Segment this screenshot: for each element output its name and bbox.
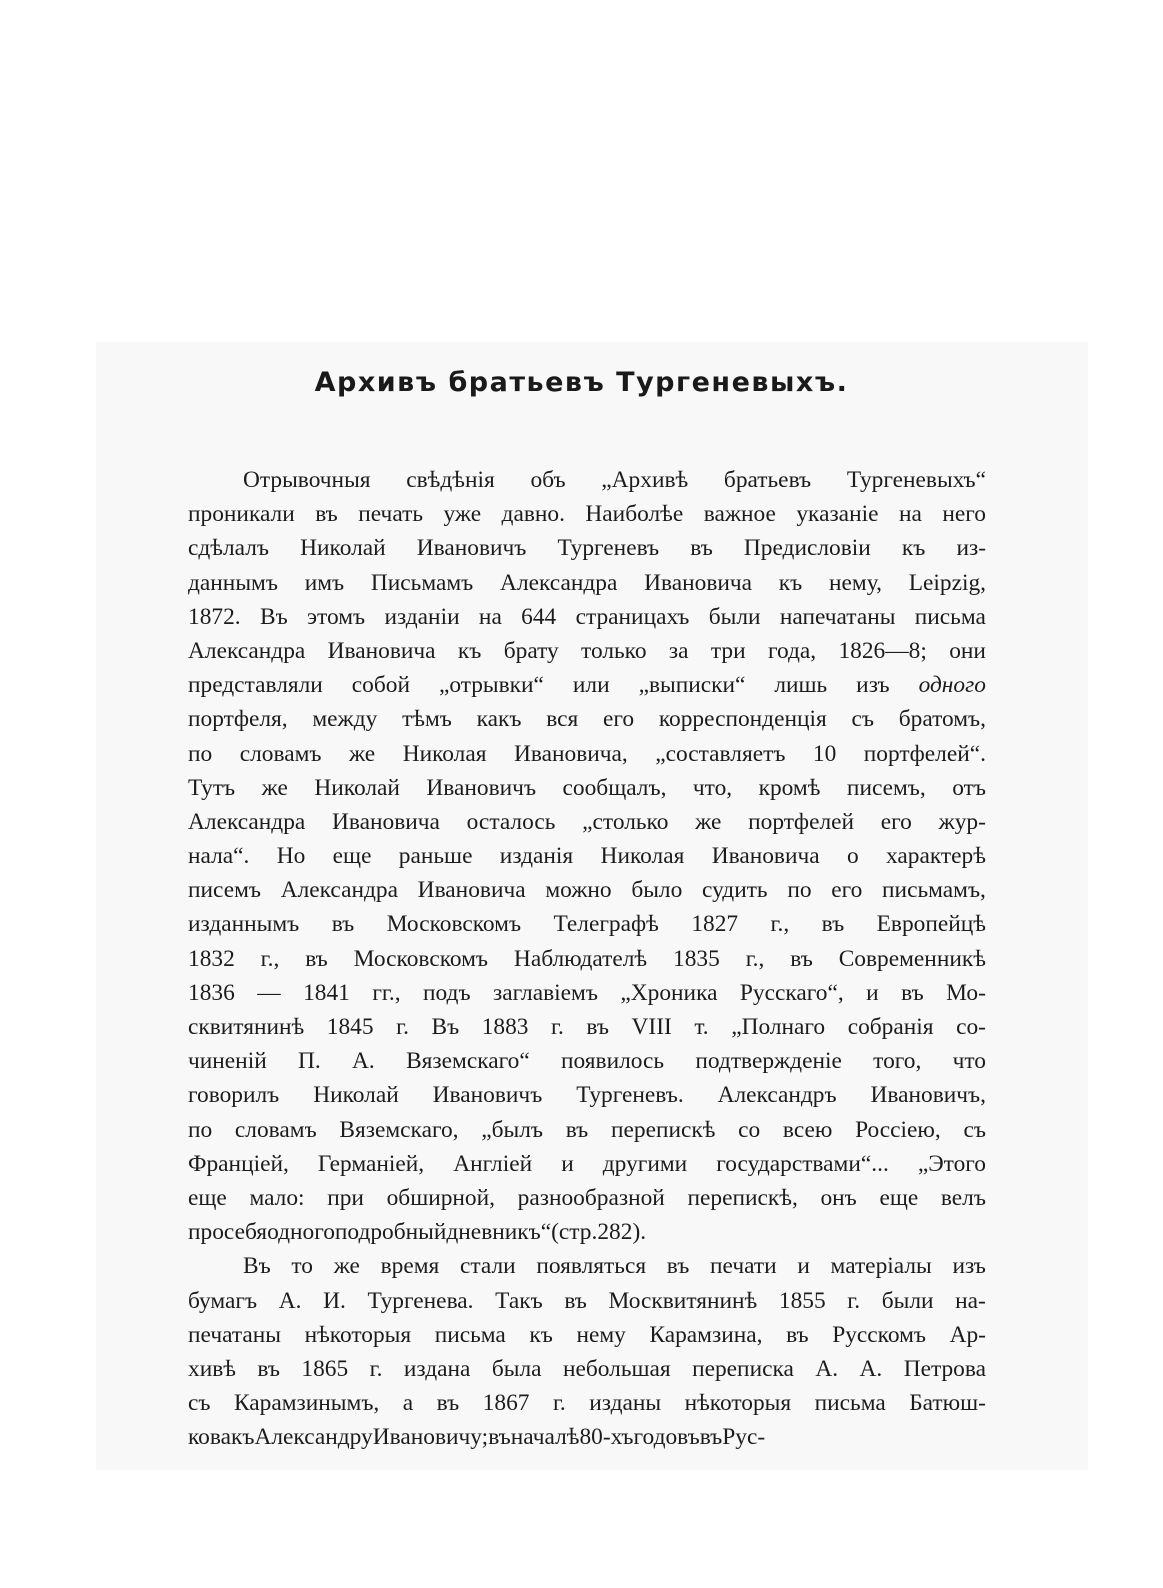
word: Александра bbox=[188, 637, 306, 664]
word: 1841 bbox=[303, 979, 350, 1006]
word: — bbox=[257, 979, 281, 1006]
word: портфелей bbox=[748, 808, 855, 835]
word: кова bbox=[188, 1424, 231, 1451]
word: нѣкоторыя bbox=[304, 1321, 412, 1348]
word: чиненій bbox=[188, 1048, 267, 1075]
word: изъ bbox=[856, 672, 890, 699]
text-line bbox=[188, 1010, 986, 1044]
word: еще bbox=[188, 1184, 227, 1211]
word: Александра bbox=[500, 569, 618, 596]
word: Ивановичъ, bbox=[870, 1082, 986, 1109]
word: г. bbox=[369, 1355, 383, 1382]
word: П. bbox=[298, 1048, 321, 1075]
word: г., bbox=[770, 911, 790, 938]
word: объ bbox=[530, 467, 566, 493]
word: собранія bbox=[847, 1014, 934, 1040]
word: (стр. bbox=[551, 1219, 598, 1246]
word: себя bbox=[223, 1219, 268, 1246]
word: можно bbox=[545, 877, 612, 904]
word: „былъ bbox=[481, 1116, 543, 1143]
word: гг., bbox=[372, 979, 401, 1006]
word: давно. bbox=[501, 501, 565, 528]
word: на bbox=[478, 603, 502, 630]
word: 1855 bbox=[778, 1287, 826, 1314]
word: къ bbox=[231, 1424, 255, 1451]
word: государствами“... bbox=[716, 1150, 889, 1177]
word: сквитянинѣ bbox=[188, 1014, 305, 1040]
word: съ bbox=[963, 1116, 986, 1143]
word: проникали bbox=[188, 501, 295, 528]
word: тѣмъ bbox=[402, 706, 452, 733]
word: 644 bbox=[521, 603, 557, 630]
word: на- bbox=[955, 1287, 986, 1314]
word: 1883 bbox=[481, 1014, 529, 1040]
text-line bbox=[188, 1044, 986, 1078]
word: 282). bbox=[597, 1219, 647, 1246]
word: при bbox=[327, 1184, 364, 1211]
text-line bbox=[188, 1284, 986, 1318]
word: Батюш- bbox=[909, 1390, 986, 1417]
word: говорилъ bbox=[188, 1082, 280, 1109]
word: „выписки“ bbox=[638, 672, 746, 699]
word: изъ bbox=[952, 1253, 986, 1280]
word: писемъ, bbox=[846, 774, 926, 801]
word: вся bbox=[546, 706, 579, 733]
word: или bbox=[572, 672, 610, 699]
word: три bbox=[710, 637, 746, 664]
word: Николая bbox=[600, 843, 685, 870]
word: Leipzig, bbox=[908, 569, 986, 596]
word: т. bbox=[694, 1014, 709, 1040]
word: Въ bbox=[243, 1253, 271, 1280]
word: Русскаго“, bbox=[739, 979, 844, 1006]
word: въ bbox=[901, 979, 924, 1006]
word: Англіей bbox=[453, 1150, 533, 1177]
word: то bbox=[291, 1253, 313, 1280]
word: характерѣ bbox=[886, 843, 986, 870]
word: Тургеневъ. bbox=[576, 1082, 684, 1109]
word: 1832 bbox=[188, 945, 235, 972]
word: года, bbox=[767, 637, 817, 664]
word: Тургенева. bbox=[367, 1287, 474, 1314]
text-line bbox=[188, 1078, 986, 1112]
word: въ bbox=[586, 1014, 609, 1040]
word: Предисловіи bbox=[743, 535, 871, 562]
word: Александръ bbox=[717, 1082, 837, 1109]
word: 1872. bbox=[188, 603, 241, 630]
word: изданнымъ bbox=[188, 911, 300, 938]
word: Письмамъ bbox=[370, 569, 474, 596]
word: свѣдѣнія bbox=[406, 467, 495, 493]
word: Ивановичъ bbox=[416, 535, 527, 562]
word: же bbox=[348, 740, 376, 767]
word: 1865 bbox=[301, 1355, 349, 1382]
word: И. bbox=[323, 1287, 346, 1314]
word: А. bbox=[859, 1355, 883, 1382]
word: страницахъ bbox=[575, 603, 690, 630]
word: того, bbox=[873, 1048, 922, 1075]
word: Мо- bbox=[946, 979, 986, 1006]
word: 1867 bbox=[482, 1390, 530, 1417]
word: подробный bbox=[334, 1219, 447, 1246]
word: велъ bbox=[940, 1184, 986, 1211]
word: отъ bbox=[952, 774, 986, 801]
word: Въ bbox=[259, 603, 288, 630]
word: „Архивѣ bbox=[601, 467, 689, 493]
word: кромѣ bbox=[758, 774, 821, 801]
word: 10 bbox=[812, 740, 837, 767]
word: г. bbox=[396, 1014, 409, 1040]
word: осталось bbox=[466, 808, 556, 835]
text-line bbox=[188, 976, 986, 1010]
word: „отрывки“ bbox=[438, 672, 544, 699]
word: въ bbox=[331, 911, 355, 938]
word: Ивановича, bbox=[513, 740, 628, 767]
word: Ивановичу; bbox=[372, 1424, 489, 1451]
word: Современникѣ bbox=[838, 945, 986, 972]
word: А. bbox=[815, 1355, 839, 1382]
word: были bbox=[881, 1287, 934, 1314]
word: въ bbox=[565, 1116, 589, 1143]
word: Рус- bbox=[722, 1424, 766, 1451]
word: про bbox=[188, 1219, 224, 1246]
word: печатаны bbox=[188, 1321, 281, 1348]
page-title: Архивъ братьевъ Тургеневыхъ. bbox=[314, 367, 849, 398]
word: началѣ bbox=[510, 1424, 580, 1451]
word: была bbox=[491, 1355, 542, 1382]
word: нему, bbox=[829, 569, 882, 596]
text-line bbox=[188, 1181, 986, 1215]
word: небольшая bbox=[562, 1355, 671, 1382]
word: словамъ bbox=[239, 740, 322, 767]
text-line bbox=[188, 942, 986, 976]
word: Германіей, bbox=[317, 1150, 425, 1177]
word: нему bbox=[576, 1321, 626, 1348]
word: между bbox=[312, 706, 378, 733]
text-line bbox=[188, 702, 986, 736]
word: въ bbox=[690, 535, 713, 562]
word: г., bbox=[745, 945, 765, 972]
text-line bbox=[188, 600, 986, 634]
word: Но bbox=[276, 843, 306, 870]
text-line bbox=[188, 634, 986, 668]
word: разнообразной bbox=[517, 1184, 665, 1211]
text-line bbox=[188, 907, 986, 941]
word: Ивановича bbox=[332, 808, 440, 835]
word: къ bbox=[529, 1321, 553, 1348]
word: Ар- bbox=[949, 1321, 986, 1348]
word: еще bbox=[332, 843, 372, 870]
text-line bbox=[188, 531, 986, 565]
word: братьевъ bbox=[723, 467, 812, 493]
word: бумагъ bbox=[188, 1287, 258, 1314]
word: печати bbox=[710, 1253, 777, 1280]
word: Тургеневъ bbox=[557, 535, 660, 562]
word: письма bbox=[914, 603, 986, 630]
word: портфелей“. bbox=[863, 740, 986, 767]
text-line bbox=[188, 463, 986, 497]
word: съ bbox=[851, 706, 874, 733]
word: по bbox=[188, 1116, 213, 1143]
word: имъ bbox=[304, 569, 345, 596]
word: Въ bbox=[431, 1014, 460, 1040]
word: 1835 bbox=[673, 945, 720, 972]
word: Такъ bbox=[495, 1287, 543, 1314]
word: заглавіемъ bbox=[493, 979, 598, 1006]
word: время bbox=[380, 1253, 440, 1280]
text-line bbox=[188, 805, 986, 839]
word: хивѣ bbox=[188, 1355, 236, 1382]
word: подтвержденіе bbox=[695, 1048, 842, 1075]
word: Ивановича bbox=[711, 843, 820, 870]
word: Франціей, bbox=[188, 1150, 289, 1177]
word: онъ bbox=[820, 1184, 857, 1211]
word: перепискѣ bbox=[610, 1116, 716, 1143]
word: „Этого bbox=[917, 1150, 986, 1177]
text-line bbox=[188, 1147, 986, 1181]
word: въ bbox=[488, 1424, 511, 1451]
word: переписка bbox=[692, 1355, 794, 1382]
word: появилось bbox=[561, 1048, 665, 1075]
text-line bbox=[188, 1113, 986, 1147]
word: обширной, bbox=[386, 1184, 495, 1211]
word: Карамзина, bbox=[649, 1321, 763, 1348]
word: раньше bbox=[398, 843, 473, 870]
text-line bbox=[188, 839, 986, 873]
word: годовъ bbox=[633, 1424, 700, 1451]
word: въ bbox=[699, 1424, 723, 1451]
word: писемъ bbox=[188, 877, 261, 904]
word: представляли bbox=[188, 672, 323, 699]
word: изданіи bbox=[384, 603, 460, 630]
word: и bbox=[561, 1150, 574, 1177]
word: печать bbox=[358, 501, 423, 528]
word: Николая bbox=[402, 740, 487, 767]
body-text bbox=[188, 463, 986, 1454]
word: 1827 bbox=[691, 911, 739, 938]
text-line bbox=[188, 1249, 986, 1283]
word: собой bbox=[351, 672, 410, 699]
word: Вяземскаго, bbox=[339, 1116, 459, 1143]
text-line bbox=[188, 1386, 986, 1420]
word: подъ bbox=[423, 979, 471, 1006]
word: другими bbox=[602, 1150, 688, 1177]
word: еще bbox=[879, 1184, 919, 1211]
word: нала“. bbox=[188, 843, 250, 870]
word: Тургеневыхъ“ bbox=[846, 467, 986, 493]
word: въ bbox=[564, 1287, 587, 1314]
word: важное bbox=[703, 501, 776, 528]
word: какъ bbox=[476, 706, 522, 733]
word: матеріалы bbox=[830, 1253, 932, 1280]
text-line bbox=[188, 1318, 986, 1352]
word: въ bbox=[257, 1355, 280, 1382]
word: по bbox=[787, 877, 812, 904]
word: Николай bbox=[300, 535, 386, 562]
text-line bbox=[188, 1420, 986, 1454]
word: „столько bbox=[582, 808, 669, 835]
word: только bbox=[581, 637, 647, 664]
text-line bbox=[188, 873, 986, 907]
word: словамъ bbox=[234, 1116, 317, 1143]
word: Ивановича bbox=[417, 877, 526, 904]
word: Россіею, bbox=[855, 1116, 941, 1143]
word: Русскомъ bbox=[832, 1321, 926, 1348]
word: изданія bbox=[499, 843, 574, 870]
word: Телеграфѣ bbox=[553, 911, 659, 938]
word: мало: bbox=[249, 1184, 305, 1211]
word: Николай bbox=[314, 774, 400, 801]
word: въ bbox=[666, 1253, 690, 1280]
text-line bbox=[188, 668, 986, 702]
text-line bbox=[188, 497, 986, 531]
word: портфеля, bbox=[188, 706, 288, 733]
word: что bbox=[952, 1048, 986, 1075]
word: на bbox=[898, 501, 922, 528]
word: Вяземскаго“ bbox=[406, 1048, 530, 1075]
word: о bbox=[846, 843, 859, 870]
word: въ bbox=[821, 911, 845, 938]
word: въ bbox=[436, 1390, 460, 1417]
word: дневникъ“ bbox=[446, 1219, 552, 1246]
word: его bbox=[880, 808, 912, 835]
word: было bbox=[631, 877, 683, 904]
text-line bbox=[188, 566, 986, 600]
word: 1836 bbox=[188, 979, 235, 1006]
word: Александра bbox=[280, 877, 398, 904]
word: стали bbox=[460, 1253, 516, 1280]
word: письма bbox=[434, 1321, 506, 1348]
paragraph bbox=[188, 463, 986, 1249]
word: Александра bbox=[188, 808, 306, 835]
word: а bbox=[402, 1390, 414, 1417]
text-line bbox=[188, 1352, 986, 1386]
word: издана bbox=[403, 1355, 471, 1382]
word: VIII bbox=[631, 1014, 672, 1040]
word: нѣкоторыя bbox=[684, 1390, 792, 1417]
word: Петрова bbox=[903, 1355, 986, 1382]
word: указаніе bbox=[796, 501, 879, 528]
word: сдѣлалъ bbox=[188, 535, 270, 562]
word: Европейцѣ bbox=[876, 911, 986, 938]
word: перепискѣ, bbox=[687, 1184, 798, 1211]
word: А. bbox=[352, 1048, 375, 1075]
word: въ bbox=[786, 1321, 809, 1348]
word: „составляетъ bbox=[655, 740, 786, 767]
word: за bbox=[668, 637, 689, 664]
word: одного bbox=[267, 1219, 335, 1246]
word: из- bbox=[956, 535, 986, 562]
word: Тутъ bbox=[188, 774, 236, 801]
word: лишь bbox=[774, 672, 828, 699]
word: братомъ, bbox=[898, 706, 986, 733]
word: же bbox=[261, 774, 288, 801]
word: что, bbox=[692, 774, 733, 801]
word: и bbox=[797, 1253, 810, 1280]
word: „Хроника bbox=[620, 979, 718, 1006]
word: г. bbox=[551, 1014, 564, 1040]
word: со bbox=[738, 1116, 761, 1143]
word: одного bbox=[918, 672, 986, 699]
word: Александру bbox=[254, 1424, 373, 1451]
word: Ивановича bbox=[327, 637, 436, 664]
word: „Полнаго bbox=[731, 1014, 826, 1040]
word: Ивановичъ bbox=[432, 1082, 543, 1109]
word: Ивановича bbox=[644, 569, 753, 596]
word: изданы bbox=[589, 1390, 662, 1417]
word: г., bbox=[260, 945, 280, 972]
word: въ bbox=[305, 945, 328, 972]
word: въ bbox=[315, 501, 338, 528]
word: всею bbox=[782, 1116, 833, 1143]
word: напечатаны bbox=[779, 603, 896, 630]
word: со- bbox=[956, 1014, 986, 1040]
word: Московскомъ bbox=[353, 945, 489, 972]
word: его bbox=[831, 877, 863, 904]
word: письма bbox=[814, 1390, 886, 1417]
word: 1845 bbox=[326, 1014, 374, 1040]
word: къ bbox=[901, 535, 926, 562]
word: Карамзинымъ, bbox=[233, 1390, 380, 1417]
word: и bbox=[866, 979, 879, 1006]
word: появляться bbox=[536, 1253, 647, 1280]
word: были bbox=[708, 603, 761, 630]
word: по bbox=[188, 740, 213, 767]
word: жур- bbox=[938, 808, 986, 835]
word: брату bbox=[503, 637, 559, 664]
text-line bbox=[188, 771, 986, 805]
word: въ bbox=[790, 945, 813, 972]
word: Москвитянинѣ bbox=[608, 1287, 758, 1314]
word: же bbox=[695, 808, 722, 835]
word: письмамъ, bbox=[882, 877, 986, 904]
word: г. bbox=[552, 1390, 566, 1417]
word: къ bbox=[457, 637, 482, 664]
word: него bbox=[942, 501, 986, 528]
word: Московскомъ bbox=[386, 911, 522, 938]
word: уже bbox=[443, 501, 482, 528]
word: они bbox=[949, 637, 986, 664]
word: г. bbox=[847, 1287, 861, 1314]
word: Наблюдателѣ bbox=[513, 945, 648, 972]
word: съ bbox=[188, 1390, 211, 1417]
word: А. bbox=[278, 1287, 302, 1314]
word: судить bbox=[702, 877, 768, 904]
word: же bbox=[333, 1253, 360, 1280]
word: 1826—8; bbox=[838, 637, 927, 664]
word: даннымъ bbox=[188, 569, 278, 596]
word: этомъ bbox=[307, 603, 366, 630]
word: Ивановичъ bbox=[426, 774, 537, 801]
word: Николай bbox=[313, 1082, 399, 1109]
word: къ bbox=[778, 569, 803, 596]
word: корреспонденція bbox=[658, 706, 827, 733]
word: Наиболѣе bbox=[585, 501, 684, 528]
text-line bbox=[188, 1215, 986, 1249]
word: 80-хъ bbox=[579, 1424, 634, 1451]
text-line bbox=[188, 737, 986, 771]
word: сообщалъ, bbox=[562, 774, 667, 801]
paragraph bbox=[188, 1249, 986, 1454]
word: его bbox=[603, 706, 635, 733]
word: Отрывочныя bbox=[243, 467, 371, 493]
